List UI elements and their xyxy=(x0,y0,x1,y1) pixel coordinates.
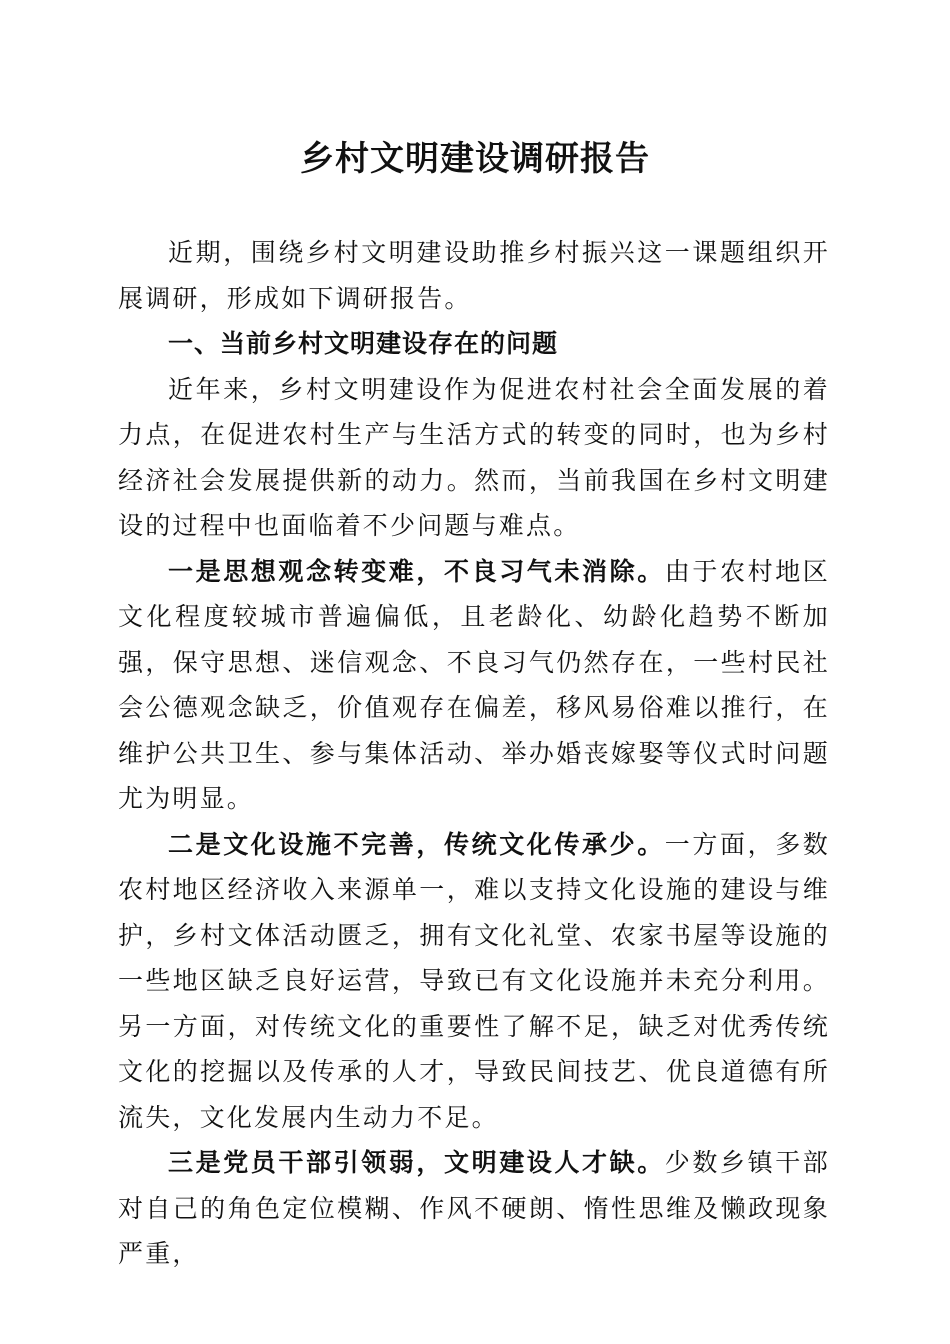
issue-text-3: 少数乡镇干部对自己的角色定位模糊、作风不硬朗、惰性思维及懒政现象严重， xyxy=(118,1148,830,1268)
issue-lead-1: 一是思想观念转变难，不良习气未消除。 xyxy=(168,556,665,586)
section-intro-paragraph: 近年来，乡村文明建设作为促进农村社会全面发展的着力点，在促进农村生产与生活方式的转变的同时，也为乡村经济社会发展提供新的动力。然而，当前我国在乡村文明建设的过程中也面临着不少问题与难点。 xyxy=(118,374,830,540)
intro-paragraph: 近期，围绕乡村文明建设助推乡村振兴这一课题组织开展调研，形成如下调研报告。 xyxy=(118,238,830,313)
issue-lead-2: 二是文化设施不完善，传统文化传承少。 xyxy=(168,829,665,859)
issue-paragraph-3 xyxy=(118,1140,830,1277)
issue-lead-3: 三是党员干部引领弱，文明建设人才缺。 xyxy=(168,1148,665,1177)
issue-paragraph-2 xyxy=(118,822,830,1141)
document-body xyxy=(118,230,830,1277)
document-title: 乡村文明建设调研报告 xyxy=(300,139,650,179)
issue-text-1: 由于农村地区文化程度较城市普遍偏低，且老龄化、幼龄化趋势不断加强，保守思想、迷信观念、不良习气仍然存在，一些村民社会公德观念缺乏，价值观存在偏差，移风易俗难以推行，在维护公共卫生、参与集体活动、举办婚丧嫁娶等仪式时问题尤为明显。 xyxy=(118,556,830,813)
issue-text-2: 一方面，多数农村地区经济收入来源单一，难以支持文化设施的建设与维护，乡村文体活动匮乏，拥有文化礼堂、农家书屋等设施的一些地区缺乏良好运营，导致已有文化设施并未充分利用。另一方面，对传统文化的重要性了解不足，缺乏对优秀传统文化的挖掘以及传承的人才，导致民间技艺、优良道德有所流失，文化发展内生动力不足。 xyxy=(118,829,830,1132)
section-heading: 一、当前乡村文明建设存在的问题 xyxy=(168,329,559,358)
issue-paragraph-1 xyxy=(118,549,830,822)
